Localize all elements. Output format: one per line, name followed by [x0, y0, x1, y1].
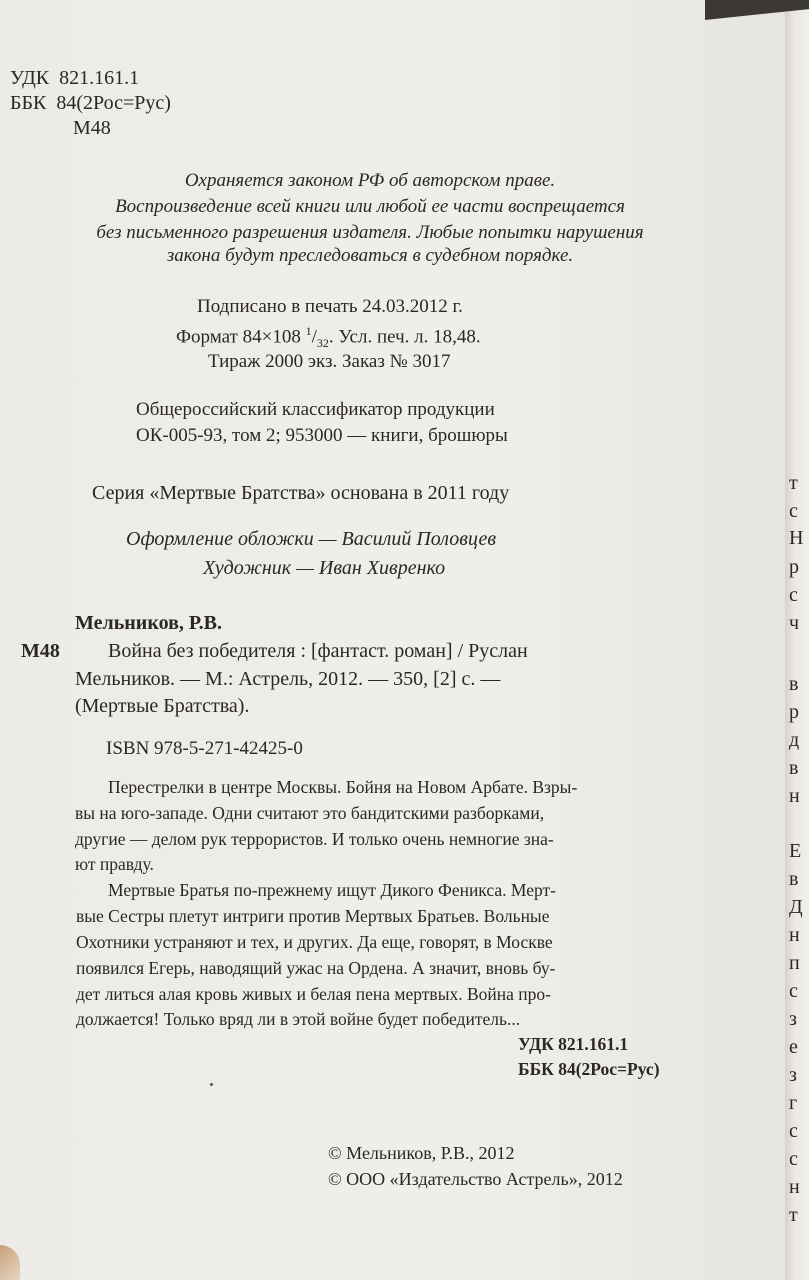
format-suffix: . Усл. печ. л. 18,48.	[328, 326, 481, 348]
annotation-line: другие — делом рук террористов. И только очень немногие зна-	[75, 829, 554, 849]
facing-letter: ч	[789, 612, 800, 634]
catalog-line: Мельников. — М.: Астрель, 2012. — 350, [2] с. —	[75, 668, 501, 690]
signed-to-print: Подписано в печать 24.03.2012 г.	[197, 296, 463, 317]
facing-letter: р	[789, 556, 799, 578]
facing-letter: з	[789, 1064, 797, 1086]
facing-letter: т	[789, 1204, 798, 1226]
facing-page-edge	[785, 0, 809, 1280]
facing-letter: д	[789, 729, 800, 751]
print-run: Тираж 2000 экз. Заказ № 3017	[208, 351, 451, 372]
format-slash: /	[311, 326, 317, 348]
annotation-line: появился Егерь, наводящий ужас на Ордена. А значит, вновь бу-	[76, 958, 556, 978]
bbk-line	[10, 91, 171, 115]
udk-label: УДК	[10, 67, 50, 89]
facing-letter: с	[789, 980, 798, 1002]
index-bbk: ББК 84(2Рос=Рус)	[518, 1059, 660, 1079]
facing-letter: з	[789, 1008, 797, 1030]
classifier-line: Общероссийский классификатор продукции	[136, 399, 495, 420]
udk-value: 821.161.1	[59, 67, 140, 89]
udk-line	[10, 66, 139, 90]
isbn: ISBN 978-5-271-42425-0	[106, 738, 303, 759]
facing-letter: Н	[789, 527, 804, 549]
facing-letter: е	[789, 1036, 798, 1058]
bbk-label: ББК	[10, 92, 47, 114]
facing-letter: г	[789, 1092, 798, 1114]
cover-design-credit: Оформление обложки — Василий Половцев	[126, 528, 497, 550]
page-corner	[0, 1245, 20, 1280]
copyright-line: © Мельников, Р.В., 2012	[328, 1143, 515, 1163]
series-line: Серия «Мертвые Братства» основана в 2011 году	[92, 482, 510, 504]
bbk-value: 84(2Рос=Рус)	[56, 92, 171, 114]
annotation-line: вые Сестры плетут интриги против Мертвых Братьев. Вольные	[76, 906, 550, 926]
facing-letter: с	[789, 500, 798, 522]
facing-letter: Д	[789, 896, 803, 918]
annotation-line: Охотники устраняют и тех, и других. Да еще, говорят, в Москве	[76, 932, 553, 952]
artist-credit: Художник — Иван Хивренко	[203, 557, 446, 579]
copyright-notice-line: закона будут преследоваться в судебном порядке.	[166, 245, 574, 266]
index-udk: УДК 821.161.1	[518, 1034, 629, 1054]
facing-letter: в	[789, 673, 799, 695]
classifier-line: ОК-005-93, том 2; 953000 — книги, брошюры	[136, 425, 508, 446]
catalog-author: Мельников, Р.В.	[75, 612, 222, 634]
format-prefix: Формат 84×108	[176, 326, 306, 348]
copyright-notice-line: без письменного разрешения издателя. Любые попытки нарушения	[96, 222, 644, 243]
facing-letter: в	[789, 868, 799, 890]
facing-letter: в	[789, 757, 799, 779]
facing-letter: н	[789, 1176, 800, 1198]
format-sub: 32	[316, 336, 329, 351]
annotation-line: ют правду.	[75, 854, 154, 874]
facing-letter: с	[789, 584, 798, 606]
catalog-mark: М48	[21, 640, 60, 662]
annotation-line: Перестрелки в центре Москвы. Бойня на Новом Арбате. Взры-	[108, 777, 578, 797]
facing-letter: п	[789, 952, 800, 974]
annotation-line: дет литься алая кровь живых и белая пена мертвых. Война про-	[76, 984, 551, 1004]
annotation-line: Мертвые Братья по-прежнему ищут Дикого Феникса. Мерт-	[108, 880, 556, 900]
catalog-line: Война без победителя : [фантаст. роман] / Руслан	[108, 640, 528, 662]
author-mark: М48	[73, 117, 111, 139]
facing-letter: т	[789, 472, 798, 494]
facing-letter: с	[789, 1148, 798, 1170]
annotation-line: должается! Только вряд ли в этой войне будет победитель...	[76, 1009, 521, 1029]
format-line	[176, 324, 481, 351]
facing-letter: н	[789, 785, 800, 807]
print-speck	[210, 1083, 213, 1086]
copyright-line: © ООО «Издательство Астрель», 2012	[328, 1169, 623, 1189]
annotation-line: вы на юго-западе. Одни считают это бандитскими разборками,	[75, 803, 545, 823]
copyright-notice-line: Охраняется законом РФ об авторском праве.	[184, 170, 556, 191]
facing-letter: с	[789, 1120, 798, 1142]
copyright-notice-line: Воспроизведение всей книги или любой ее части воспрещается	[115, 196, 625, 217]
format-sup: 1	[305, 324, 312, 338]
facing-letter: н	[789, 924, 800, 946]
facing-letter: р	[789, 701, 799, 723]
catalog-line: (Мертвые Братства).	[75, 695, 250, 717]
facing-letter: Е	[789, 840, 802, 862]
